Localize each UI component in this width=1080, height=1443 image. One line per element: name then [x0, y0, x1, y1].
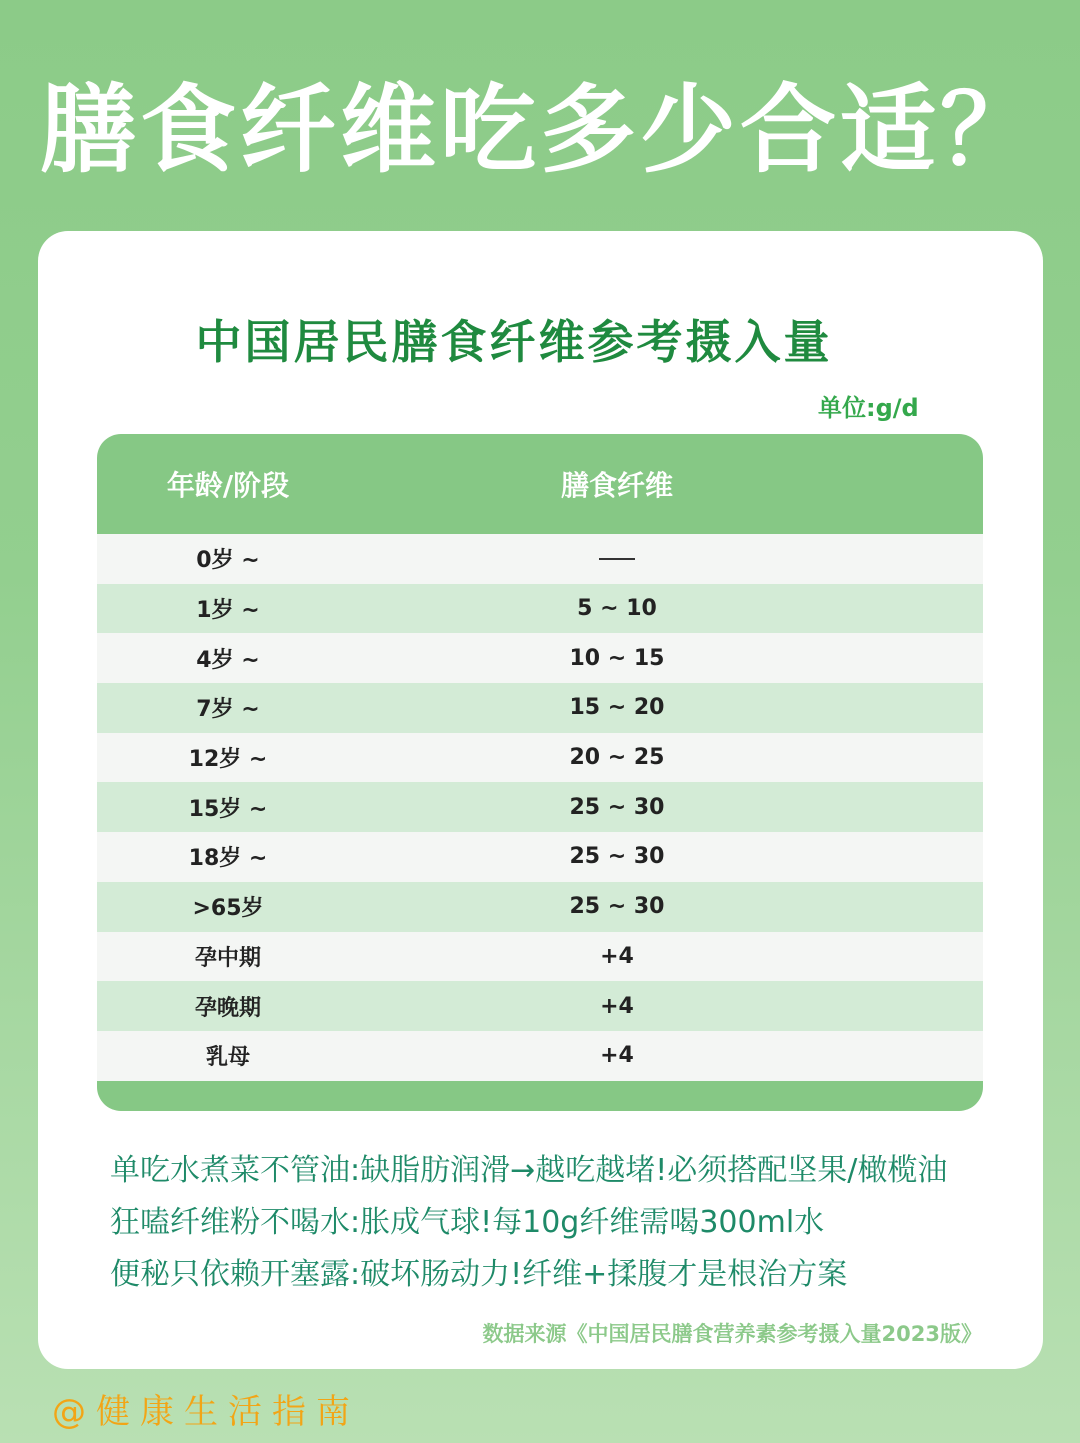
table-row [97, 733, 983, 783]
data-source: 数据来源《中国居民膳食营养素参考摄入量2023版》 [482, 1322, 982, 1346]
fiber-cell: 20 ~ 25 [569, 745, 665, 771]
fiber-cell: 25 ~ 30 [569, 894, 665, 920]
age-cell: 7岁 ~ [196, 697, 260, 723]
fiber-cell: 25 ~ 30 [569, 844, 665, 870]
header-age: 年龄/阶段 [166, 469, 290, 502]
no-value-dash [599, 558, 635, 560]
author-watermark: @健康生活指南 [52, 1392, 360, 1432]
table-row [97, 832, 983, 882]
age-cell: 乳母 [205, 1045, 250, 1071]
fiber-cell: +4 [600, 943, 634, 969]
fiber-cell: +4 [600, 1043, 634, 1069]
age-cell: >65岁 [192, 896, 264, 922]
fiber-cell: 5 ~ 10 [577, 596, 657, 622]
age-cell: 1岁 ~ [196, 598, 260, 624]
table-row [97, 782, 983, 832]
tip-item: 便秘只依赖开塞露:破坏肠动力!纤维+揉腹才是根治方案 [110, 1257, 848, 1292]
fiber-cell: 10 ~ 15 [569, 645, 665, 671]
age-cell: 0岁 ~ [196, 548, 260, 574]
fiber-cell: +4 [600, 993, 634, 1019]
table-row [97, 1031, 983, 1081]
fiber-cell: 15 ~ 20 [569, 695, 665, 721]
tip-item: 狂嗑纤维粉不喝水:胀成气球!每10g纤维需喝300ml水 [110, 1205, 825, 1240]
fiber-intake-table [97, 434, 983, 1111]
table-row [97, 683, 983, 733]
age-cell: 15岁 ~ [188, 796, 268, 822]
table-row [97, 633, 983, 683]
table-row [97, 882, 983, 932]
table-row [97, 932, 983, 982]
age-cell: 孕中期 [194, 945, 261, 971]
page-title: 膳食纤维吃多少合适？ [40, 74, 1040, 186]
unit-label: 单位:g/d [818, 394, 919, 422]
header-fiber: 膳食纤维 [560, 469, 673, 502]
table-header [97, 434, 983, 534]
fiber-cell: 25 ~ 30 [569, 794, 665, 820]
age-cell: 4岁 ~ [196, 647, 260, 673]
table-heading: 中国居民膳食纤维参考摄入量 [195, 315, 833, 369]
table-row [97, 584, 983, 634]
table-row [97, 534, 983, 584]
tips-list [110, 1145, 1010, 1301]
tip-item: 单吃水煮菜不管油:缺脂肪润滑→越吃越堵!必须搭配坚果/橄榄油 [110, 1153, 948, 1188]
age-cell: 12岁 ~ [188, 747, 268, 773]
fiber-cell [359, 546, 875, 571]
table-row [97, 981, 983, 1031]
age-cell: 孕晚期 [194, 995, 261, 1021]
age-cell: 18岁 ~ [188, 846, 268, 872]
